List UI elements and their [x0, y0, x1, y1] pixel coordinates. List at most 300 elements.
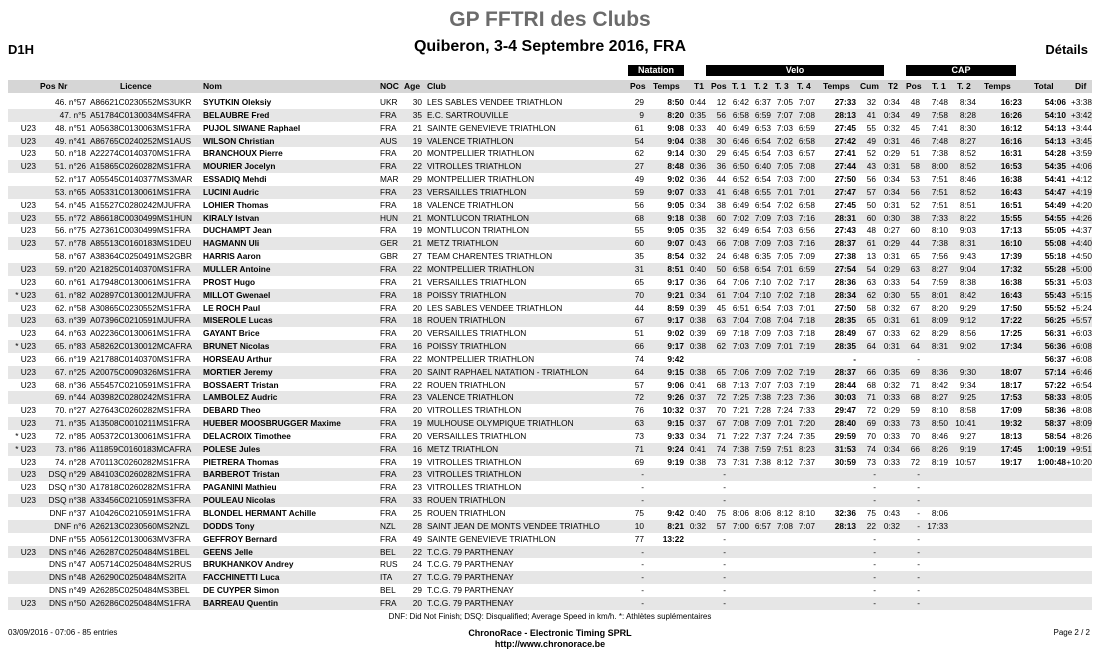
cell-noc: AUS [380, 135, 398, 146]
cell-t1: 0:37 [689, 392, 706, 403]
cell-spos: 67 [634, 315, 644, 326]
cell-age: 18 [412, 315, 422, 326]
cell-cum: 64 [866, 341, 876, 352]
cell-nom: BRANCHOUX Pierre [203, 148, 283, 159]
cell-rpos: 46 [910, 135, 920, 146]
cell-licence: A20075C0090326MS1FRA [90, 366, 191, 377]
cell-bt4: 7:09 [798, 251, 815, 262]
cell-btemps: 28:35 [834, 341, 856, 352]
cell-btemps: 31:53 [834, 443, 856, 454]
cell-bpos: - [723, 495, 726, 506]
results-table [8, 96, 1092, 610]
cell-licence: A38364C0250491MS2GBR [90, 251, 192, 262]
cell-cum: 73 [866, 456, 876, 467]
cell-spos: 29 [634, 97, 644, 107]
cell-licence: A26285C0250484MS3BEL [90, 585, 190, 596]
cell-stemps: 9:05 [667, 225, 684, 236]
cell-rpos: 64 [910, 341, 920, 352]
cell-t2: 0:30 [883, 212, 900, 223]
cell-btemps: 28:13 [834, 109, 856, 120]
cell-stemps: 9:19 [667, 456, 684, 467]
cell-btemps: 27:43 [834, 225, 856, 236]
cell-t1: 0:39 [689, 328, 706, 339]
cell-stemps: 9:07 [667, 238, 684, 249]
cell-cat: U23 [20, 238, 36, 249]
cell-rt2: 9:29 [959, 302, 976, 313]
cell-rtemps: 16:12 [1000, 122, 1022, 133]
cell-posnr: DSQ n°38 [48, 495, 86, 506]
cell-bt2: 7:09 [754, 238, 771, 249]
cell-nom: HARRIS Aaron [203, 251, 261, 262]
cell-spos: - [641, 546, 644, 557]
cell-t2: 0:33 [883, 430, 900, 441]
legend-note: DNF: Did Not Finish; DSQ: Disqualified; Average Speed in km/h. *: Athlètes suplémentaires [388, 612, 712, 621]
cell-total: 55:18 [1044, 251, 1066, 262]
cell-rt2: 8:52 [959, 186, 976, 197]
cell-age: 27 [412, 251, 422, 262]
table-row [8, 212, 1092, 225]
cell-noc: FRA [380, 379, 397, 390]
cell-bt3: 7:03 [776, 174, 793, 185]
cell-rt2: 8:52 [959, 161, 976, 172]
cell-licence: A70113C0260282MS1FRA [90, 456, 190, 467]
cell-btemps: 28:44 [834, 379, 856, 390]
cell-posnr: 63. n°39 [55, 315, 86, 326]
cell-bpos: - [723, 559, 726, 570]
cell-posnr: 66. n°19 [55, 353, 86, 364]
cell-posnr: 68. n°36 [55, 379, 86, 390]
cell-cum: 71 [866, 392, 876, 403]
table-row [8, 276, 1092, 289]
section-cap: CAP [906, 65, 1016, 76]
cell-t2: 0:34 [883, 174, 900, 185]
cell-rt1: 8:42 [931, 379, 948, 390]
header-noc: NOC [380, 81, 399, 91]
cell-nom: GEENS Jelle [203, 546, 253, 557]
cell-licence: A21825C0140370MS1FRA [90, 263, 191, 274]
cell-club: E.C. SARTROUVILLE [427, 109, 509, 120]
cell-rpos: - [917, 546, 920, 557]
cell-posnr: 53. n°65 [55, 186, 86, 197]
cell-rt1: 7:51 [931, 174, 948, 185]
cell-dif: +9:51 [1071, 443, 1092, 454]
cell-btemps: 28:40 [834, 418, 856, 429]
cell-noc: FRA [380, 341, 397, 352]
cell-bt2: 7:38 [754, 456, 771, 467]
cell-age: 19 [412, 225, 422, 236]
cell-bpos: 74 [716, 443, 726, 454]
cell-t1: 0:33 [689, 186, 706, 197]
cell-age: 21 [412, 212, 422, 223]
cell-stemps: 9:17 [667, 276, 684, 287]
cell-club: T.C.G. 79 PARTHENAY [427, 597, 514, 608]
cell-rtemps: 17:25 [1000, 328, 1022, 339]
cell-rt2: 9:12 [959, 315, 976, 326]
cell-nom: LAMBOLEZ Audric [203, 392, 278, 403]
cell-rtemps: 18:07 [1000, 366, 1022, 377]
cell-posnr: 55. n°72 [55, 212, 86, 223]
cell-t2: 0:33 [883, 456, 900, 467]
cell-age: 18 [412, 289, 422, 300]
cell-rt2: 8:27 [959, 135, 976, 146]
cell-bt4: 7:16 [798, 238, 815, 249]
cell-rt2: 9:19 [959, 443, 976, 454]
cell-posnr: DNF n°37 [49, 508, 86, 518]
page-title: GP FFTRI des Clubs [449, 8, 651, 31]
cell-spos: - [641, 469, 644, 480]
cell-cat: U23 [20, 302, 36, 313]
table-row [8, 584, 1092, 597]
cell-stemps: 9:33 [667, 430, 684, 441]
cell-bpos: - [723, 585, 726, 596]
table-row [8, 456, 1092, 469]
header-run-t2: T. 2 [957, 81, 971, 91]
cell-noc: FRA [380, 186, 397, 197]
cell-noc: FRA [380, 469, 397, 480]
cell-rpos: 56 [910, 186, 920, 197]
cell-spos: 60 [634, 238, 644, 249]
cell-nom: BLONDEL HERMANT Achille [203, 508, 316, 518]
cell-t2: 0:34 [883, 109, 900, 120]
cell-bt2: 6:35 [754, 251, 771, 262]
cell-rt2: 8:31 [959, 238, 976, 249]
cell-bt3: 7:03 [776, 225, 793, 236]
cell-posnr: DNS n°50 [49, 597, 86, 608]
cell-nom: SYUTKIN Oleksiy [203, 97, 272, 107]
cell-bt1: 6:48 [732, 186, 749, 197]
cell-dif: +5:57 [1071, 315, 1092, 326]
cell-bt4: 6:58 [798, 135, 815, 146]
cell-rpos: 67 [910, 302, 920, 313]
header-bike-t4: T. 4 [797, 81, 811, 91]
cell-rpos: - [917, 585, 920, 596]
cell-stemps: 8:50 [667, 97, 684, 107]
cell-rt2: 8:46 [959, 174, 976, 185]
cell-cum: 13 [866, 251, 876, 262]
cell-stemps: 9:08 [667, 122, 684, 133]
cell-rtemps: 16:16 [1000, 135, 1022, 146]
cell-bt3: 7:03 [776, 238, 793, 249]
cell-club: VALENCE TRIATHLON [427, 135, 514, 146]
cell-cat: U23 [20, 225, 36, 236]
cell-club: VERSAILLES TRIATHLON [427, 186, 527, 197]
cell-rpos: 55 [910, 289, 920, 300]
cell-btemps: 28:49 [834, 328, 856, 339]
cell-t1: 0:38 [689, 212, 706, 223]
cell-t1: 0:34 [689, 199, 706, 210]
cell-total: 54:47 [1044, 186, 1066, 197]
cell-rt1: 7:51 [931, 199, 948, 210]
cell-spos: 31 [634, 263, 644, 274]
cell-bt2: 7:37 [754, 430, 771, 441]
cell-total: 54:13 [1044, 122, 1066, 133]
cell-posnr: 59. n°20 [55, 263, 86, 274]
cell-rt2: 8:38 [959, 276, 976, 287]
cell-rtemps: 19:17 [1000, 456, 1022, 467]
cell-age: 28 [412, 520, 422, 531]
cell-cat: U23 [20, 212, 36, 223]
cell-bt1: 6:49 [732, 225, 749, 236]
cell-stemps: 9:04 [667, 135, 684, 146]
cell-cat: * U23 [15, 341, 36, 352]
cell-bt3: 7:07 [776, 109, 793, 120]
cell-club: T.C.G. 79 PARTHENAY [427, 585, 514, 596]
cell-spos: 57 [634, 379, 644, 390]
cell-cat: U23 [20, 263, 36, 274]
header-t1: T1 [694, 81, 704, 91]
cell-bt4: 7:18 [798, 289, 815, 300]
cell-licence: A26290C0250484MS2ITA [90, 572, 187, 583]
cell-t1: 0:36 [689, 174, 706, 185]
cell-t2: 0:33 [883, 418, 900, 429]
header-cum: Cum [860, 81, 879, 91]
cell-t2: 0:34 [883, 97, 900, 107]
cell-t2: 0:31 [883, 251, 900, 262]
cell-nom: BARREAU Quentin [203, 597, 279, 608]
header-run-temps: Temps [984, 81, 1011, 91]
cell-spos: - [641, 572, 644, 583]
header-bike-temps: Temps [823, 81, 850, 91]
cell-dif: +4:12 [1071, 174, 1092, 185]
cell-rtemps: 16:10 [1000, 238, 1022, 249]
cell-noc: UKR [380, 97, 398, 107]
cell-bt2: 6:40 [754, 161, 771, 172]
cell-licence: A17948C0130061MS1FRA [90, 276, 191, 287]
cell-btemps: 27:41 [834, 148, 856, 159]
cell-posnr: 52. n°17 [55, 174, 86, 185]
cell-club: METZ TRIATHLON [427, 238, 499, 249]
cell-rpos: - [917, 482, 920, 493]
cell-rt2: 9:34 [959, 379, 976, 390]
header-bike-t2: T. 2 [754, 81, 768, 91]
cell-bt3: 7:04 [776, 315, 793, 326]
cell-total: 57:14 [1044, 366, 1066, 377]
cell-btemps: 28:37 [834, 366, 856, 377]
cell-rpos: 53 [910, 174, 920, 185]
cell-stemps: 8:48 [667, 161, 684, 172]
cell-posnr: 48. n°51 [55, 122, 86, 133]
cell-rtemps: 17:53 [1000, 392, 1022, 403]
cell-noc: FRA [380, 456, 397, 467]
cell-total: 58:37 [1044, 418, 1066, 429]
cell-cum: 74 [866, 443, 876, 454]
cell-btemps: 27:45 [834, 122, 856, 133]
cell-btemps: 27:45 [834, 199, 856, 210]
cell-licence: A86621C0230552MS3UKR [90, 97, 192, 107]
cell-posnr: 70. n°27 [55, 405, 86, 416]
cell-stemps: 9:07 [667, 186, 684, 197]
cell-rt2: 10:41 [955, 418, 976, 429]
cell-bpos: 32 [716, 225, 726, 236]
cell-bt3: 7:01 [776, 263, 793, 274]
cell-t2: 0:32 [883, 379, 900, 390]
cell-spos: - [641, 559, 644, 570]
cell-nom: BOSSAERT Tristan [203, 379, 279, 390]
cell-club: T.C.G. 79 PARTHENAY [427, 546, 514, 557]
cell-rtemps: 17:09 [1000, 405, 1022, 416]
cell-bt4: 7:19 [798, 341, 815, 352]
cell-btemps: 30:03 [834, 392, 856, 403]
cell-total: 55:43 [1044, 289, 1066, 300]
table-row [8, 186, 1092, 199]
cell-club: ROUEN TRIATHLON [427, 495, 506, 506]
cell-bt3: 7:03 [776, 148, 793, 159]
cell-total: 54:49 [1044, 199, 1066, 210]
cell-bt4: 7:07 [798, 520, 815, 531]
cell-noc: FRA [380, 328, 397, 339]
cell-cum: - [873, 482, 876, 493]
cell-t1: 0:35 [689, 225, 706, 236]
cell-t1: 0:36 [689, 276, 706, 287]
cell-age: 23 [412, 469, 422, 480]
cell-age: 20 [412, 328, 422, 339]
cell-age: 24 [412, 559, 422, 570]
cell-stemps: 9:24 [667, 443, 684, 454]
cell-age: 21 [412, 122, 422, 133]
cell-rtemps: 16:23 [1000, 97, 1022, 107]
cell-dif: +4:26 [1071, 212, 1092, 223]
cell-licence: A26213C0230560MS2NZL [90, 520, 190, 531]
cell-bt3: 8:12 [776, 456, 793, 467]
cell-rpos: 58 [910, 161, 920, 172]
cell-licence: A10426C0210591MS1FRA [90, 508, 191, 518]
cell-posnr: DSQ n°30 [48, 482, 86, 493]
cell-cat: U23 [20, 199, 36, 210]
cell-licence: A58262C0130012MCAFRA [90, 341, 192, 352]
cell-bt4: 6:57 [798, 148, 815, 159]
cell-t1: 0:37 [689, 418, 706, 429]
cell-dif: +8:05 [1071, 392, 1092, 403]
cell-dif: +6:08 [1071, 341, 1092, 352]
cell-rpos: 70 [910, 430, 920, 441]
cell-bt3: 7:03 [776, 122, 793, 133]
cell-bt2: 6:54 [754, 174, 771, 185]
cell-rpos: 38 [910, 212, 920, 223]
cell-t2: 0:32 [883, 122, 900, 133]
cell-cum: 61 [866, 238, 876, 249]
cell-stemps: 9:42 [667, 353, 684, 364]
cell-total: 56:37 [1044, 353, 1066, 364]
cell-bt4: 7:35 [798, 430, 815, 441]
cell-cat: U23 [20, 482, 36, 493]
cell-rpos: 63 [910, 263, 920, 274]
cell-licence: A27361C0030499MS1FRA [90, 225, 191, 236]
cell-t2: 0:32 [883, 302, 900, 313]
cell-noc: FRA [380, 122, 397, 133]
cell-rt2: 9:27 [959, 430, 976, 441]
category-label: D1H [8, 42, 35, 57]
cell-t2: 0:29 [883, 263, 900, 274]
cell-noc: MAR [380, 174, 399, 185]
cell-stemps: 9:26 [667, 392, 684, 403]
cell-bt1: 6:51 [732, 302, 749, 313]
cell-bt3: 7:24 [776, 430, 793, 441]
cell-rt1: 7:38 [931, 148, 948, 159]
cell-bpos: 64 [716, 276, 726, 287]
cell-licence: A13508C0010211MS1FRA [90, 418, 190, 429]
cell-total: 58:36 [1044, 405, 1066, 416]
cell-licence: A15865C0260282MS1FRA [90, 161, 191, 172]
cell-licence: A05331C0130061MS1FRA [90, 186, 191, 197]
cell-nom: GEFFROY Bernard [203, 533, 278, 544]
footer-brand [0, 628, 1100, 650]
cell-bt2: 6:54 [754, 135, 771, 146]
cell-nom: BRUNET Nicolas [203, 341, 270, 352]
cell-cat: U23 [20, 597, 36, 608]
cell-nom: MISEROLE Lucas [203, 315, 273, 326]
cell-licence: A07396C0210591MJUFRA [90, 315, 191, 326]
cell-bt1: 7:04 [732, 289, 749, 300]
cell-noc: FRA [380, 315, 397, 326]
table-row [8, 597, 1092, 610]
cell-bpos: 75 [716, 508, 726, 518]
cell-nom: WILSON Christian [203, 135, 275, 146]
cell-cum: 62 [866, 289, 876, 300]
footer-brand-name: ChronoRace - Electronic Timing SPRL [468, 628, 632, 638]
cell-bt4: 7:18 [798, 315, 815, 326]
table-header [8, 80, 1092, 93]
cell-spos: 68 [634, 212, 644, 223]
cell-bt3: 7:03 [776, 379, 793, 390]
cell-nom: PUJOL SIWANE Raphael [203, 122, 301, 133]
cell-stemps: 9:15 [667, 418, 684, 429]
cell-bt2: 8:06 [754, 508, 771, 518]
cell-age: 25 [412, 508, 422, 518]
cell-t1: 0:41 [689, 443, 706, 454]
cell-rt1: 17:33 [927, 520, 948, 531]
cell-nom: DUCHAMPT Jean [203, 225, 272, 236]
cell-dif: +5:03 [1071, 276, 1092, 287]
header-swim-pos: Pos [630, 81, 646, 91]
cell-posnr: DSQ n°29 [48, 469, 86, 480]
cell-t1: 0:32 [689, 251, 706, 262]
cell-nom: PAGANINI Mathieu [203, 482, 277, 493]
cell-licence: A27643C0260282MS1FRA [90, 405, 191, 416]
cell-rtemps: 17:32 [1000, 263, 1022, 274]
table-row [8, 327, 1092, 340]
header-club: Club [427, 81, 446, 91]
cell-licence: A86765C0240252MS1AUS [90, 135, 192, 146]
cell-club: VITROLLES TRIATHLON [427, 161, 522, 172]
cell-club: T.C.G. 79 PARTHENAY [427, 559, 514, 570]
cell-bt1: 6:46 [732, 135, 749, 146]
cell-bpos: 57 [716, 520, 726, 531]
cell-bpos: 73 [716, 456, 726, 467]
cell-t2: 0:31 [883, 315, 900, 326]
cell-rt2: 8:51 [959, 199, 976, 210]
cell-bt4: 8:10 [798, 508, 815, 518]
cell-t2: 0:31 [883, 161, 900, 172]
cell-bt4: 7:01 [798, 186, 815, 197]
cell-posnr: 60. n°61 [55, 276, 86, 287]
cell-spos: 76 [634, 405, 644, 416]
header-bike-t3: T. 3 [775, 81, 789, 91]
cell-noc: FRA [380, 482, 397, 493]
cell-total: 55:05 [1044, 225, 1066, 236]
cell-nom: MORTIER Jeremy [203, 366, 273, 377]
cell-bt1: 6:48 [732, 251, 749, 262]
cell-bt4: 7:20 [798, 418, 815, 429]
table-row [8, 507, 1092, 520]
cell-bt1: 7:00 [732, 520, 749, 531]
cell-bt3: 7:05 [776, 251, 793, 262]
cell-bt4: 7:08 [798, 161, 815, 172]
cell-cat: U23 [20, 405, 36, 416]
cell-noc: BEL [380, 546, 396, 557]
cell-bpos: 40 [716, 122, 726, 133]
cell-nom: HAGMANN Uli [203, 238, 260, 249]
cell-stemps: 10:32 [662, 405, 684, 416]
